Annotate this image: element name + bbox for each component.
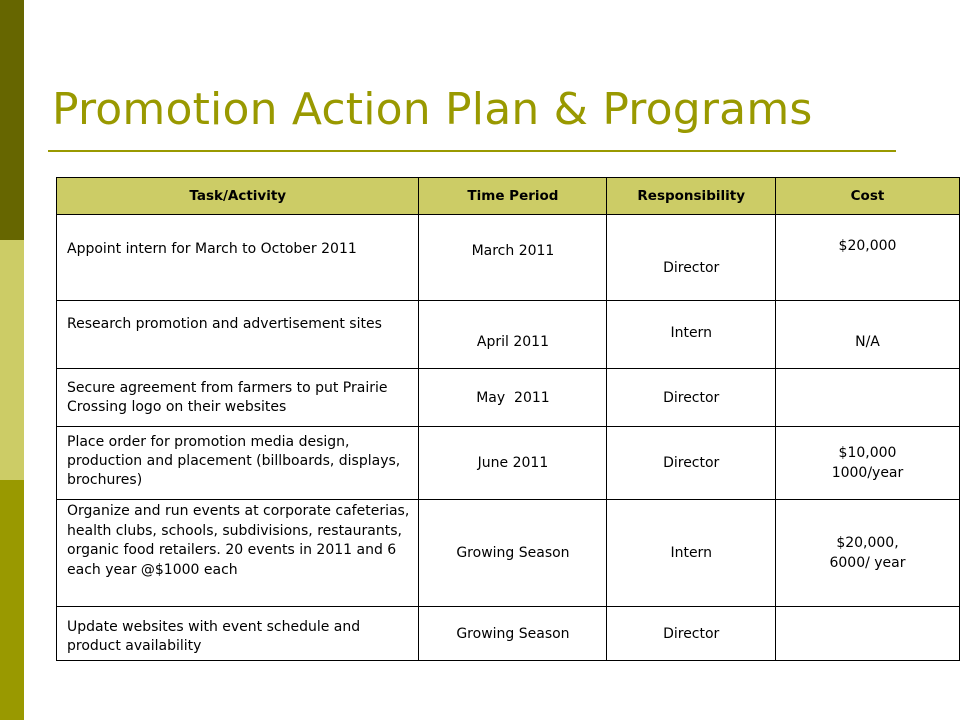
cost-value: N/A: [855, 334, 880, 350]
cost-cell: [775, 301, 959, 369]
task-text: Update websites with event schedule and product availability: [67, 619, 361, 654]
title-divider: [48, 150, 896, 152]
task-cell: [57, 607, 419, 661]
side-bar-light: [0, 240, 24, 480]
responsibility-cell: Director: [607, 369, 776, 427]
task-cell: [57, 427, 419, 500]
task-cell: [57, 369, 419, 427]
task-cell: [57, 301, 419, 369]
cost-annual: 1000/year: [831, 465, 904, 481]
task-text: Secure agreement from farmers to put Prairie Crossing logo on their websites: [67, 380, 388, 415]
time-cell: Growing Season: [419, 607, 607, 661]
task-text: Research promotion and advertisement sites: [67, 316, 382, 332]
table-row: [57, 427, 960, 500]
responsibility-cell: Intern: [607, 500, 776, 607]
side-bar-olive: [0, 480, 24, 720]
task-text: Appoint intern for March to October 2011: [67, 241, 357, 257]
header-responsibility: Responsibility: [607, 178, 776, 215]
cost-cell: [775, 369, 959, 427]
time-cell: March 2011: [419, 215, 607, 301]
action-plan-table: [56, 177, 960, 661]
cost-cell: [775, 607, 959, 661]
table-header-row: [57, 178, 960, 215]
time-cell: Growing Season: [419, 500, 607, 607]
table-row: [57, 369, 960, 427]
table-row: [57, 500, 960, 607]
table-row: [57, 607, 960, 661]
side-bar-dark: [0, 0, 24, 240]
cost-value: $10,000: [838, 445, 897, 461]
cost-value: $20,000,: [836, 535, 899, 551]
page-title: Promotion Action Plan & Programs: [52, 84, 813, 135]
cost-cell: [775, 427, 959, 500]
task-cell: [57, 500, 419, 607]
time-cell: June 2011: [419, 427, 607, 500]
cost-cell: [775, 215, 959, 301]
responsibility-cell: Intern: [607, 301, 776, 369]
task-cell: [57, 215, 419, 301]
time-cell: April 2011: [419, 301, 607, 369]
task-text: Organize and run events at corporate cafeterias, health clubs, schools, subdivisions, restaurants, organic food retailers. 20 events in 2011 and 6 each year @$1000 each: [67, 503, 410, 578]
time-cell: May 2011: [419, 369, 607, 427]
cost-cell: [775, 500, 959, 607]
responsibility-cell: Director: [607, 607, 776, 661]
cost-value: $20,000: [838, 238, 897, 254]
header-cost: Cost: [775, 178, 959, 215]
table-row: [57, 301, 960, 369]
table-row: [57, 215, 960, 301]
header-task: Task/Activity: [57, 178, 419, 215]
responsibility-cell: Director: [607, 215, 776, 301]
header-time-period: Time Period: [419, 178, 607, 215]
cost-annual: 6000/ year: [829, 555, 906, 571]
responsibility-cell: Director: [607, 427, 776, 500]
task-text: Place order for promotion media design, production and placement (billboards, displays, brochures): [67, 434, 401, 488]
